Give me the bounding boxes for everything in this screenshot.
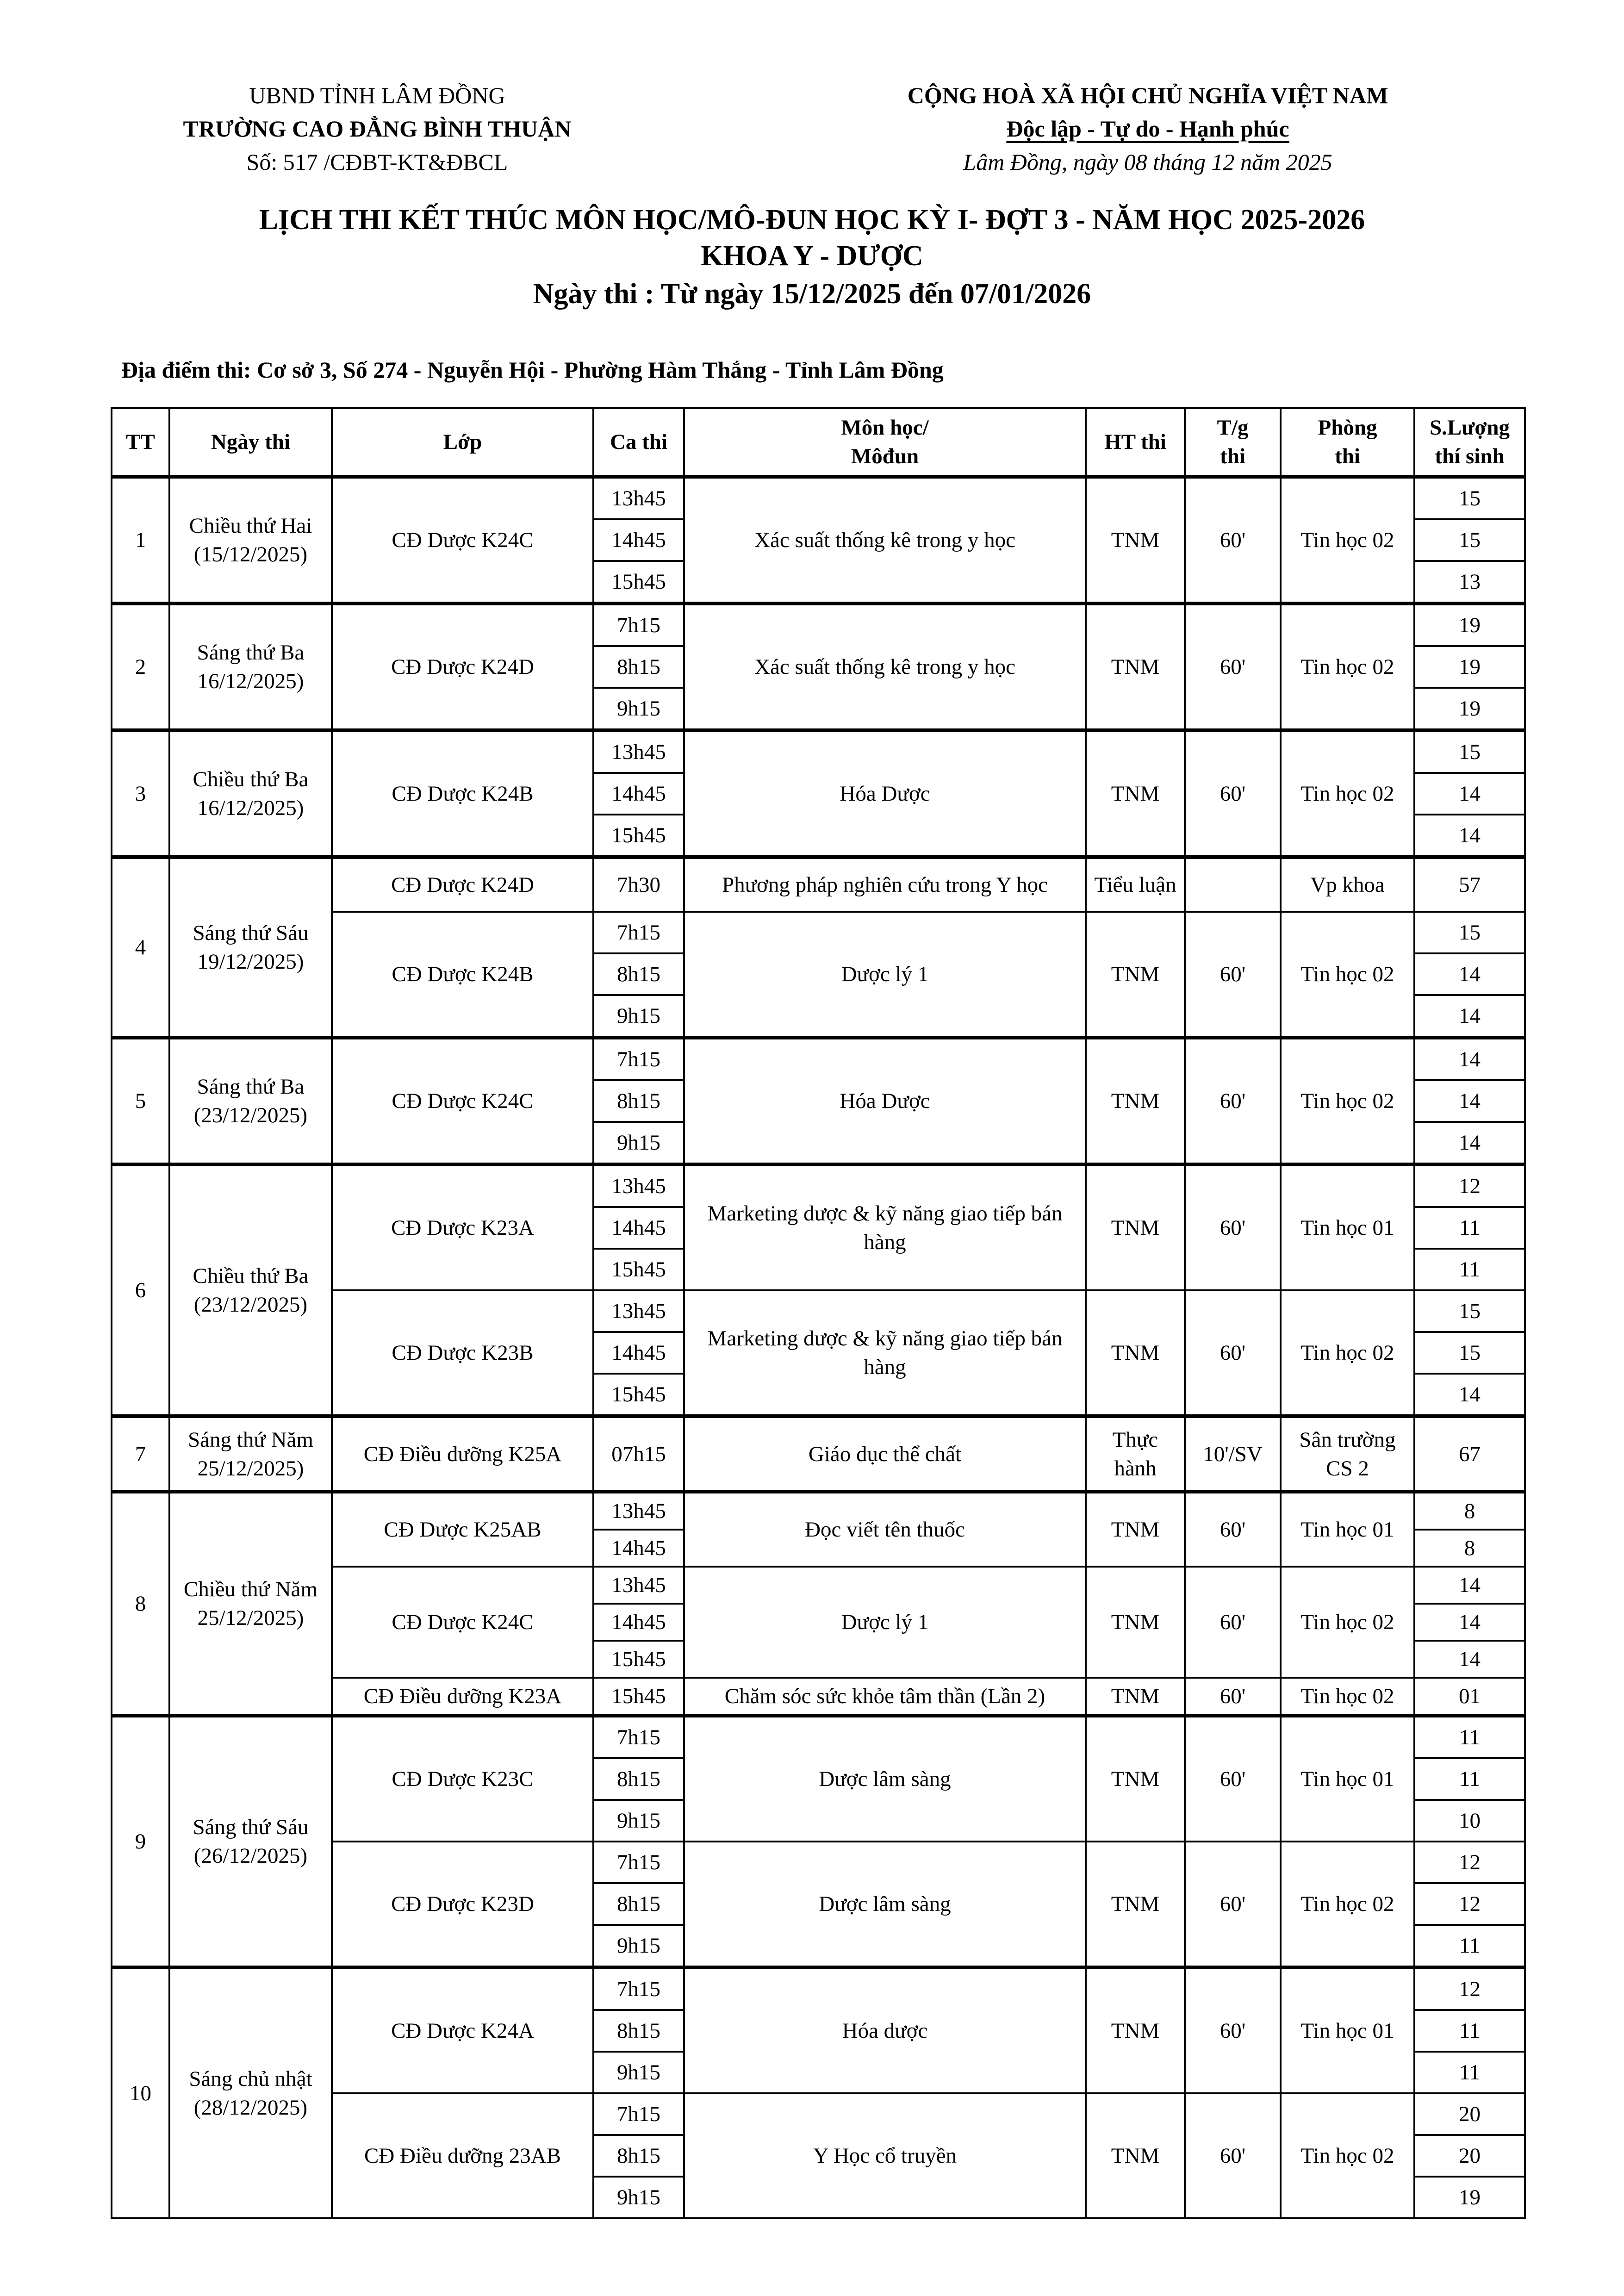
cell-subject: Marketing dược & kỹ năng giao tiếp bán hàng	[684, 1164, 1086, 1290]
cell-duration: 60'	[1185, 1567, 1281, 1678]
cell-shift: 7h15	[593, 1967, 684, 2010]
exam-location: Địa điểm thi: Cơ sở 3, Số 274 - Nguyễn Hội - Phường Hàm Thắng - Tỉnh Lâm Đồng	[121, 357, 944, 383]
cell-shift: 15h45	[593, 1374, 684, 1416]
exam-date-session: Sáng thứ Sáu	[193, 921, 309, 945]
cell-tt: 7	[112, 1416, 169, 1492]
cell-candidate-count: 14	[1414, 773, 1525, 815]
cell-format: Thực hành	[1086, 1416, 1185, 1492]
cell-shift: 13h45	[593, 477, 684, 519]
cell-subject: Xác suất thống kê trong y học	[684, 477, 1086, 604]
cell-duration: 60'	[1185, 730, 1281, 857]
cell-subject: Đọc viết tên thuốc	[684, 1492, 1086, 1567]
table-header-row	[112, 408, 1525, 477]
cell-shift: 9h15	[593, 1122, 684, 1164]
cell-duration	[1185, 857, 1281, 912]
cell-class: CĐ Dược K23B	[332, 1290, 593, 1416]
header-room	[1281, 408, 1414, 477]
cell-format: TNM	[1086, 2093, 1185, 2218]
exam-date-value: (28/12/2025)	[193, 2096, 308, 2120]
cell-shift: 9h15	[593, 2052, 684, 2093]
cell-room: Tin học 02	[1281, 1290, 1414, 1416]
cell-room: Tin học 02	[1281, 477, 1414, 604]
cell-shift: 14h45	[593, 519, 684, 561]
cell-duration: 60'	[1185, 1164, 1281, 1290]
cell-candidate-count: 11	[1414, 1758, 1525, 1800]
table-row	[112, 730, 1525, 773]
cell-format: TNM	[1086, 912, 1185, 1038]
cell-subject: Dược lâm sàng	[684, 1716, 1086, 1842]
cell-tt: 3	[112, 730, 169, 857]
cell-duration: 60'	[1185, 477, 1281, 604]
cell-format: TNM	[1086, 1967, 1185, 2093]
cell-shift: 13h45	[593, 730, 684, 773]
cell-exam-date	[169, 857, 332, 1038]
exam-schedule-table	[111, 407, 1526, 2219]
cell-candidate-count: 67	[1414, 1416, 1525, 1492]
exam-date-value: 16/12/2025)	[197, 796, 304, 820]
cell-format: TNM	[1086, 604, 1185, 730]
cell-format: TNM	[1086, 1716, 1185, 1842]
exam-date-value: (23/12/2025)	[193, 1293, 308, 1317]
header-shift: Ca thi	[593, 408, 684, 477]
header-count-line2: thí sinh	[1435, 444, 1505, 468]
cell-room: Tin học 02	[1281, 1678, 1414, 1716]
exam-date-value: 19/12/2025)	[197, 950, 304, 974]
exam-date-session: Chiều thứ Năm	[183, 1577, 318, 1601]
cell-candidate-count: 12	[1414, 1967, 1525, 2010]
cell-candidate-count: 19	[1414, 646, 1525, 688]
cell-candidate-count: 12	[1414, 1883, 1525, 1925]
cell-class: CĐ Dược K24A	[332, 1967, 593, 2093]
cell-candidate-count: 8	[1414, 1492, 1525, 1530]
header-subject-line2: Môđun	[851, 444, 919, 468]
cell-format: TNM	[1086, 1038, 1185, 1164]
cell-room: Tin học 01	[1281, 1492, 1414, 1567]
exam-date-session: Sáng thứ Sáu	[193, 1815, 309, 1839]
cell-duration: 60'	[1185, 1716, 1281, 1842]
cell-shift: 7h15	[593, 2093, 684, 2135]
exam-date-value: 25/12/2025)	[197, 1606, 304, 1630]
cell-shift: 13h45	[593, 1290, 684, 1332]
cell-room: Tin học 02	[1281, 2093, 1414, 2218]
document-title: LỊCH THI KẾT THÚC MÔN HỌC/MÔ-ĐUN HỌC KỲ I- ĐỢT 3 - NĂM HỌC 2025-2026	[259, 204, 1365, 236]
cell-format: Tiểu luận	[1086, 857, 1185, 912]
table-row	[112, 857, 1525, 912]
cell-class: CĐ Dược K25AB	[332, 1492, 593, 1567]
cell-candidate-count: 14	[1414, 1080, 1525, 1122]
table-row	[112, 604, 1525, 646]
header-subject-line1: Môn học/	[841, 416, 929, 440]
cell-tt: 9	[112, 1716, 169, 1967]
cell-room: Tin học 01	[1281, 1164, 1414, 1290]
cell-shift: 7h15	[593, 1716, 684, 1758]
header-subject	[684, 408, 1086, 477]
cell-shift: 15h45	[593, 815, 684, 857]
cell-shift: 14h45	[593, 1604, 684, 1641]
cell-shift: 9h15	[593, 688, 684, 730]
cell-duration: 60'	[1185, 1842, 1281, 1967]
school-name	[111, 112, 643, 145]
cell-subject: Chăm sóc sức khỏe tâm thần (Lần 2)	[684, 1678, 1086, 1716]
cell-candidate-count: 57	[1414, 857, 1525, 912]
cell-subject: Dược lý 1	[684, 1567, 1086, 1678]
cell-candidate-count: 14	[1414, 1567, 1525, 1604]
cell-candidate-count: 14	[1414, 1374, 1525, 1416]
cell-tt: 8	[112, 1492, 169, 1716]
cell-candidate-count: 11	[1414, 2052, 1525, 2093]
cell-candidate-count: 19	[1414, 604, 1525, 646]
cell-candidate-count: 19	[1414, 688, 1525, 730]
cell-duration: 60'	[1185, 2093, 1281, 2218]
cell-candidate-count: 10	[1414, 1800, 1525, 1842]
cell-shift: 7h15	[593, 604, 684, 646]
cell-shift: 7h15	[593, 1038, 684, 1080]
cell-candidate-count: 14	[1414, 1604, 1525, 1641]
cell-room: Tin học 02	[1281, 604, 1414, 730]
national-heading-block	[801, 79, 1495, 179]
table-row	[112, 477, 1525, 519]
exam-date-value: 16/12/2025)	[197, 669, 304, 693]
cell-shift: 14h45	[593, 1207, 684, 1249]
nation-name: CỘNG HOÀ XÃ HỘI CHỦ NGHĨA VIỆT NAM	[907, 82, 1388, 108]
exam-date-range: Ngày thi : Từ ngày 15/12/2025 đến 07/01/2026	[533, 278, 1091, 310]
cell-candidate-count: 12	[1414, 1164, 1525, 1207]
header-duration-line1: T/g	[1217, 416, 1249, 440]
place-and-date: Lâm Đồng, ngày 08 tháng 12 năm 2025	[963, 149, 1332, 175]
cell-shift: 14h45	[593, 1530, 684, 1567]
cell-duration: 60'	[1185, 912, 1281, 1038]
cell-candidate-count: 20	[1414, 2093, 1525, 2135]
cell-shift: 13h45	[593, 1567, 684, 1604]
document-number: Số: 517 /CĐBT-KT&ĐBCL	[246, 149, 508, 175]
exam-date-session: Sáng thứ Năm	[188, 1427, 313, 1452]
cell-candidate-count: 14	[1414, 953, 1525, 995]
exam-date-value: (23/12/2025)	[193, 1103, 308, 1127]
table-row	[112, 1038, 1525, 1080]
cell-exam-date	[169, 1716, 332, 1967]
cell-format: TNM	[1086, 1678, 1185, 1716]
cell-format: TNM	[1086, 1842, 1185, 1967]
cell-class: CĐ Dược K23A	[332, 1164, 593, 1290]
exam-date-value: (26/12/2025)	[193, 1844, 308, 1868]
cell-shift: 14h45	[593, 1332, 684, 1374]
cell-shift: 9h15	[593, 1800, 684, 1842]
cell-candidate-count: 15	[1414, 519, 1525, 561]
header-count	[1414, 408, 1525, 477]
cell-room: Tin học 02	[1281, 1038, 1414, 1164]
exam-date-value: (15/12/2025)	[193, 542, 308, 566]
exam-date-session: Sáng chủ nhật	[189, 2067, 312, 2091]
cell-shift: 15h45	[593, 1641, 684, 1678]
cell-shift: 15h45	[593, 1249, 684, 1290]
cell-format: TNM	[1086, 1164, 1185, 1290]
cell-shift: 15h45	[593, 561, 684, 604]
cell-candidate-count: 11	[1414, 1925, 1525, 1967]
cell-shift: 13h45	[593, 1164, 684, 1207]
header-date: Ngày thi	[169, 408, 332, 477]
cell-class: CĐ Điều dưỡng K23A	[332, 1678, 593, 1716]
school-name-text: TRƯỜNG CAO ĐẲNG BÌNH THUẬN	[183, 116, 572, 142]
cell-shift: 8h15	[593, 953, 684, 995]
cell-subject: Hóa Dược	[684, 730, 1086, 857]
cell-shift: 9h15	[593, 2177, 684, 2218]
cell-class: CĐ Dược K23D	[332, 1842, 593, 1967]
cell-candidate-count: 20	[1414, 2135, 1525, 2177]
cell-shift: 9h15	[593, 995, 684, 1038]
cell-candidate-count: 15	[1414, 912, 1525, 953]
cell-candidate-count: 8	[1414, 1530, 1525, 1567]
cell-duration: 60'	[1185, 1967, 1281, 2093]
cell-subject: Marketing dược & kỹ năng giao tiếp bán hàng	[684, 1290, 1086, 1416]
cell-class: CĐ Dược K24C	[332, 477, 593, 604]
exam-date-session: Sáng thứ Ba	[197, 641, 305, 665]
cell-candidate-count: 12	[1414, 1842, 1525, 1883]
exam-date-session: Chiều thứ Ba	[193, 767, 309, 791]
table-row	[112, 1416, 1525, 1492]
cell-tt: 1	[112, 477, 169, 604]
cell-shift: 14h45	[593, 773, 684, 815]
cell-format: TNM	[1086, 730, 1185, 857]
cell-tt: 2	[112, 604, 169, 730]
header-format: HT thi	[1086, 408, 1185, 477]
cell-candidate-count: 15	[1414, 730, 1525, 773]
cell-format: TNM	[1086, 477, 1185, 604]
cell-room: Tin học 02	[1281, 1842, 1414, 1967]
cell-shift: 8h15	[593, 2010, 684, 2052]
cell-format: TNM	[1086, 1567, 1185, 1678]
cell-class: CĐ Dược K24D	[332, 857, 593, 912]
cell-class: CĐ Dược K24C	[332, 1567, 593, 1678]
cell-subject: Phương pháp nghiên cứu trong Y học	[684, 857, 1086, 912]
cell-candidate-count: 15	[1414, 1290, 1525, 1332]
cell-subject: Y Học cổ truyền	[684, 2093, 1086, 2218]
national-motto	[801, 112, 1495, 145]
cell-shift: 9h15	[593, 1925, 684, 1967]
cell-candidate-count: 01	[1414, 1678, 1525, 1716]
cell-exam-date	[169, 1038, 332, 1164]
cell-room: Tin học 02	[1281, 730, 1414, 857]
cell-duration: 60'	[1185, 1038, 1281, 1164]
cell-shift: 13h45	[593, 1492, 684, 1530]
cell-subject: Giáo dục thể chất	[684, 1416, 1086, 1492]
cell-shift: 7h15	[593, 1842, 684, 1883]
cell-room: Tin học 01	[1281, 1716, 1414, 1842]
cell-shift: 8h15	[593, 1080, 684, 1122]
exam-date-session: Chiều thứ Ba	[193, 1264, 309, 1288]
cell-subject: Dược lý 1	[684, 912, 1086, 1038]
cell-candidate-count: 15	[1414, 477, 1525, 519]
cell-shift: 07h15	[593, 1416, 684, 1492]
cell-tt: 4	[112, 857, 169, 1038]
cell-candidate-count: 11	[1414, 2010, 1525, 2052]
cell-candidate-count: 14	[1414, 1038, 1525, 1080]
table-row	[112, 1967, 1525, 2010]
cell-shift: 7h15	[593, 912, 684, 953]
cell-class: CĐ Dược K24B	[332, 730, 593, 857]
header-duration-line2: thi	[1220, 444, 1245, 468]
cell-shift: 7h30	[593, 857, 684, 912]
cell-exam-date	[169, 1967, 332, 2218]
exam-date-value: 25/12/2025)	[197, 1456, 304, 1481]
cell-room: Tin học 01	[1281, 1967, 1414, 2093]
cell-candidate-count: 15	[1414, 1332, 1525, 1374]
header-room-line2: thi	[1335, 444, 1360, 468]
cell-duration: 10'/SV	[1185, 1416, 1281, 1492]
cell-exam-date	[169, 1416, 332, 1492]
header-duration	[1185, 408, 1281, 477]
header-count-line1: S.Lượng	[1429, 416, 1510, 440]
cell-candidate-count: 14	[1414, 1122, 1525, 1164]
faculty-name: KHOA Y - DƯỢC	[701, 240, 923, 272]
cell-subject: Hóa Dược	[684, 1038, 1086, 1164]
cell-tt: 6	[112, 1164, 169, 1416]
cell-format: TNM	[1086, 1290, 1185, 1416]
cell-format: TNM	[1086, 1492, 1185, 1567]
cell-tt: 10	[112, 1967, 169, 2218]
cell-class: CĐ Dược K24B	[332, 912, 593, 1038]
cell-shift: 15h45	[593, 1678, 684, 1716]
cell-room: Sân trường CS 2	[1281, 1416, 1414, 1492]
cell-class: CĐ Dược K24D	[332, 604, 593, 730]
cell-duration: 60'	[1185, 1678, 1281, 1716]
header-room-line1: Phòng	[1318, 416, 1377, 440]
authority-name: UBND TỈNH LÂM ĐỒNG	[249, 82, 505, 108]
cell-candidate-count: 14	[1414, 1641, 1525, 1678]
cell-class: CĐ Điều dưỡng 23AB	[332, 2093, 593, 2218]
cell-class: CĐ Dược K23C	[332, 1716, 593, 1842]
table-row	[112, 1716, 1525, 1758]
exam-date-session: Sáng thứ Ba	[197, 1075, 305, 1099]
exam-date-session: Chiều thứ Hai	[189, 514, 312, 538]
cell-room: Tin học 02	[1281, 912, 1414, 1038]
cell-candidate-count: 13	[1414, 561, 1525, 604]
cell-duration: 60'	[1185, 604, 1281, 730]
cell-shift: 8h15	[593, 646, 684, 688]
cell-exam-date	[169, 1492, 332, 1716]
cell-subject: Hóa dược	[684, 1967, 1086, 2093]
cell-tt: 5	[112, 1038, 169, 1164]
schedule-body	[112, 477, 1525, 2218]
cell-candidate-count: 11	[1414, 1716, 1525, 1758]
cell-subject: Dược lâm sàng	[684, 1842, 1086, 1967]
header-tt: TT	[112, 408, 169, 477]
cell-candidate-count: 14	[1414, 995, 1525, 1038]
cell-candidate-count: 11	[1414, 1249, 1525, 1290]
cell-room: Tin học 02	[1281, 1567, 1414, 1678]
cell-shift: 8h15	[593, 1758, 684, 1800]
cell-duration: 60'	[1185, 1492, 1281, 1567]
cell-candidate-count: 11	[1414, 1207, 1525, 1249]
cell-exam-date	[169, 730, 332, 857]
header-class: Lớp	[332, 408, 593, 477]
cell-class: CĐ Điều dưỡng K25A	[332, 1416, 593, 1492]
cell-subject: Xác suất thống kê trong y học	[684, 604, 1086, 730]
issuer-block	[111, 79, 643, 179]
table-row	[112, 1164, 1525, 1207]
cell-exam-date	[169, 1164, 332, 1416]
cell-class: CĐ Dược K24C	[332, 1038, 593, 1164]
cell-duration: 60'	[1185, 1290, 1281, 1416]
national-motto-text: Độc lập - Tự do - Hạnh phúc	[1006, 116, 1289, 142]
cell-room: Vp khoa	[1281, 857, 1414, 912]
cell-exam-date	[169, 477, 332, 604]
table-row	[112, 1492, 1525, 1530]
cell-shift: 8h15	[593, 1883, 684, 1925]
cell-exam-date	[169, 604, 332, 730]
cell-candidate-count: 14	[1414, 815, 1525, 857]
cell-candidate-count: 19	[1414, 2177, 1525, 2218]
cell-shift: 8h15	[593, 2135, 684, 2177]
